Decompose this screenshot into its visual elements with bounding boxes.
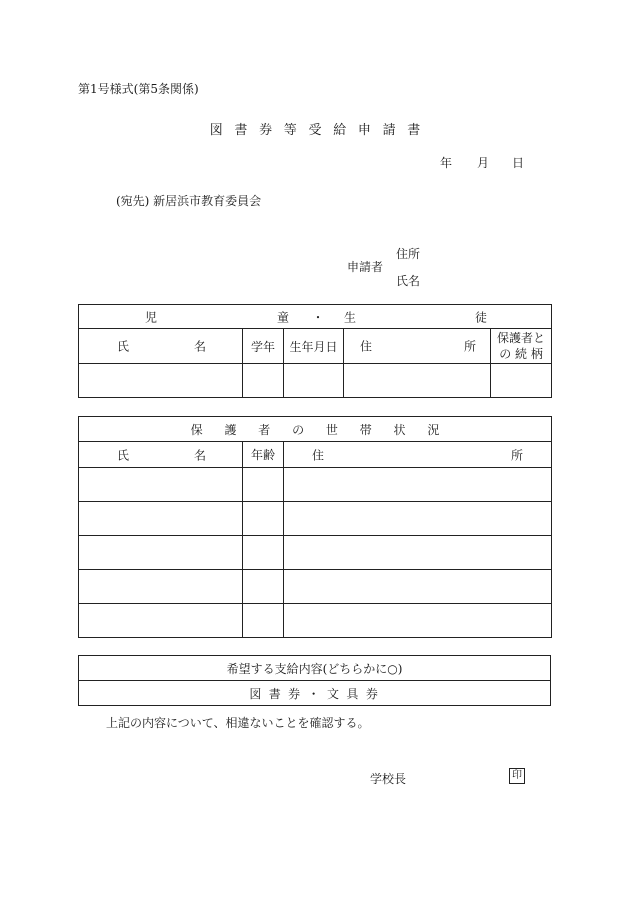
household-name-char-a: 氏 bbox=[117, 448, 130, 462]
household-name-cell[interactable] bbox=[79, 604, 243, 638]
household-name-char-b: 名 bbox=[194, 448, 207, 462]
student-name-cell[interactable] bbox=[79, 364, 243, 398]
household-age-cell[interactable] bbox=[243, 536, 284, 570]
student-name-header bbox=[79, 329, 243, 364]
relation-line-2: の 続 柄 bbox=[499, 347, 543, 361]
applicant-name-label: 氏名 bbox=[396, 274, 421, 288]
household-address-char-a: 住 bbox=[312, 448, 325, 462]
student-data-row bbox=[79, 364, 552, 398]
household-row bbox=[79, 502, 552, 536]
student-birthdate-header: 生年月日 bbox=[284, 329, 344, 364]
section-char-2: 童 bbox=[277, 310, 290, 324]
household-row bbox=[79, 570, 552, 604]
section-char-1: 児 bbox=[145, 310, 158, 324]
household-name-cell[interactable] bbox=[79, 502, 243, 536]
benefit-table bbox=[78, 655, 551, 706]
household-address-cell[interactable] bbox=[284, 604, 552, 638]
household-table bbox=[78, 416, 552, 638]
household-address-char-b: 所 bbox=[511, 448, 524, 462]
household-age-cell[interactable] bbox=[243, 570, 284, 604]
student-address-char-a: 住 bbox=[360, 339, 373, 354]
student-name-char-b: 名 bbox=[194, 339, 207, 354]
household-row bbox=[79, 536, 552, 570]
seal-icon: 印 bbox=[509, 768, 525, 784]
household-section-header: 保 護 者 の 世 帯 状 況 bbox=[79, 417, 552, 442]
student-address-header bbox=[344, 329, 491, 364]
student-relation-header bbox=[491, 329, 552, 364]
household-address-header bbox=[284, 442, 552, 468]
section-char-5: 徒 bbox=[475, 310, 488, 324]
household-age-cell[interactable] bbox=[243, 604, 284, 638]
student-relation-cell[interactable] bbox=[491, 364, 552, 398]
form-number: 第1号様式(第5条関係) bbox=[78, 82, 199, 96]
student-table bbox=[78, 304, 552, 398]
applicant-address-label: 住所 bbox=[396, 247, 421, 261]
relation-line-1: 保護者と bbox=[497, 331, 546, 345]
date-year-label: 年 bbox=[440, 156, 453, 170]
principal-label: 学校長 bbox=[370, 772, 407, 786]
form-title: 図書券等受給申請書 bbox=[209, 123, 432, 138]
student-address-cell[interactable] bbox=[344, 364, 491, 398]
household-name-cell[interactable] bbox=[79, 570, 243, 604]
household-name-cell[interactable] bbox=[79, 468, 243, 502]
date-month-label: 月 bbox=[477, 156, 490, 170]
applicant-label: 申請者 bbox=[347, 260, 384, 274]
student-name-char-a: 氏 bbox=[117, 339, 130, 354]
benefit-options[interactable]: 図 書 券 ・ 文 具 券 bbox=[79, 681, 551, 706]
household-address-cell[interactable] bbox=[284, 468, 552, 502]
confirmation-statement: 上記の内容について、相違ないことを確認する。 bbox=[106, 716, 370, 730]
household-address-cell[interactable] bbox=[284, 570, 552, 604]
household-row bbox=[79, 604, 552, 638]
benefit-header: 希望する支給内容(どちらかに○) bbox=[79, 656, 551, 681]
household-age-cell[interactable] bbox=[243, 468, 284, 502]
household-address-cell[interactable] bbox=[284, 502, 552, 536]
student-section-header bbox=[79, 305, 552, 329]
student-address-char-b: 所 bbox=[464, 339, 477, 354]
student-birthdate-cell[interactable] bbox=[284, 364, 344, 398]
section-char-4: 生 bbox=[344, 310, 357, 324]
addressee: (宛先) 新居浜市教育委員会 bbox=[116, 194, 262, 208]
household-address-cell[interactable] bbox=[284, 536, 552, 570]
section-char-3: ・ bbox=[312, 310, 325, 324]
household-age-cell[interactable] bbox=[243, 502, 284, 536]
household-age-header: 年齢 bbox=[243, 442, 284, 468]
date-day-label: 日 bbox=[512, 156, 525, 170]
student-grade-header: 学年 bbox=[243, 329, 284, 364]
household-name-cell[interactable] bbox=[79, 536, 243, 570]
household-name-header bbox=[79, 442, 243, 468]
household-row bbox=[79, 468, 552, 502]
student-grade-cell[interactable] bbox=[243, 364, 284, 398]
